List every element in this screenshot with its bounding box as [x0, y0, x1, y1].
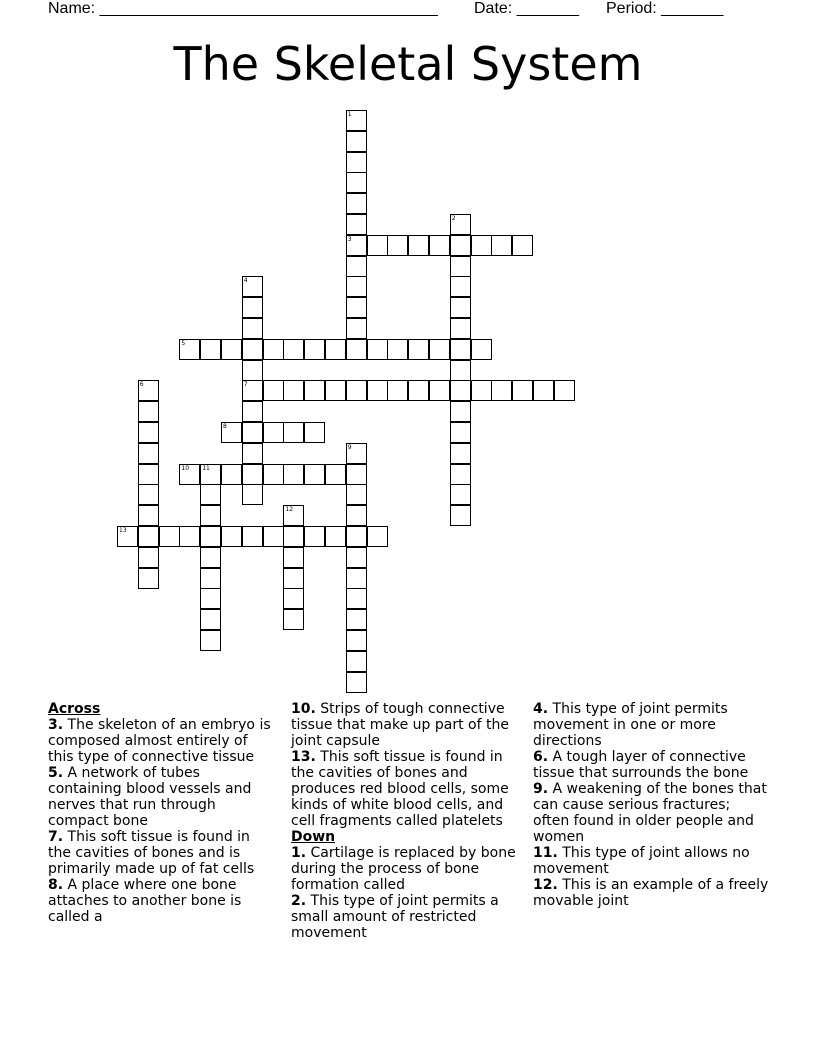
crossword-cell[interactable]: [491, 235, 512, 256]
cell-number: 9: [347, 443, 352, 451]
crossword-cell[interactable]: [221, 464, 242, 485]
clue-down-6: 6. A tough layer of connective tissue that surrounds the bone: [533, 749, 749, 781]
clue-column-2: [291, 701, 521, 941]
crossword-cell[interactable]: [304, 339, 325, 360]
clue-across-10: 10. Strips of tough connective tissue that make up part of the joint capsule: [291, 701, 509, 749]
crossword-cell[interactable]: [221, 526, 242, 547]
crossword-cell[interactable]: [346, 672, 367, 693]
crossword-cell[interactable]: [471, 339, 492, 360]
crossword-cell[interactable]: [138, 547, 159, 568]
crossword-cell[interactable]: [200, 505, 221, 526]
clue-down-11: 11. This type of joint allows no movement: [533, 845, 750, 877]
clue-column-3: [533, 701, 769, 909]
crossword-cell[interactable]: [450, 464, 471, 485]
crossword-cell[interactable]: [263, 339, 284, 360]
clue-down-4: 4. This type of joint permits movement in one or more directions: [533, 701, 728, 749]
down-heading: Down: [291, 829, 336, 845]
crossword-cell[interactable]: [138, 380, 159, 401]
crossword-cell[interactable]: [346, 609, 367, 630]
crossword-cell[interactable]: [408, 235, 429, 256]
crossword-cell[interactable]: [346, 526, 367, 547]
crossword-cell[interactable]: [283, 588, 304, 609]
crossword-cell[interactable]: [346, 235, 367, 256]
crossword-cell[interactable]: [138, 401, 159, 422]
crossword-cell[interactable]: [367, 339, 388, 360]
clue-across-3: 3. The skeleton of an embryo is composed almost entirely of this type of connective tissue: [48, 717, 271, 765]
crossword-cell[interactable]: [346, 276, 367, 297]
crossword-cell[interactable]: [200, 630, 221, 651]
crossword-cell[interactable]: [450, 235, 471, 256]
cell-number: 3: [347, 235, 352, 243]
crossword-cell[interactable]: [450, 443, 471, 464]
crossword-cell[interactable]: [346, 256, 367, 277]
crossword-cell[interactable]: [450, 380, 471, 401]
crossword-cell[interactable]: [554, 380, 575, 401]
crossword-cell[interactable]: [283, 609, 304, 630]
crossword-cell[interactable]: [200, 526, 221, 547]
crossword-cell[interactable]: [450, 297, 471, 318]
crossword-cell[interactable]: [450, 484, 471, 505]
crossword-cell[interactable]: [242, 380, 263, 401]
crossword-cell[interactable]: [325, 464, 346, 485]
crossword-cell[interactable]: [387, 339, 408, 360]
crossword-cell[interactable]: [450, 276, 471, 297]
clue-down-12: 12. This is an example of a freely movable joint: [533, 877, 769, 909]
crossword-cell[interactable]: [138, 526, 159, 547]
cell-number: 4: [243, 277, 248, 285]
crossword-cell[interactable]: [325, 526, 346, 547]
crossword-cell[interactable]: [263, 380, 284, 401]
crossword-cell[interactable]: [346, 193, 367, 214]
crossword-cell[interactable]: [283, 526, 304, 547]
period-field[interactable]: Period: _______: [606, 0, 724, 17]
crossword-cell[interactable]: [346, 568, 367, 589]
crossword-cell[interactable]: [242, 360, 263, 381]
crossword-cell[interactable]: [200, 464, 221, 485]
crossword-cell[interactable]: [346, 630, 367, 651]
crossword-cell[interactable]: [304, 422, 325, 443]
crossword-cell[interactable]: [346, 152, 367, 173]
crossword-cell[interactable]: [387, 235, 408, 256]
crossword-cell[interactable]: [138, 443, 159, 464]
crossword-cell[interactable]: [346, 380, 367, 401]
clue-column-1: [48, 701, 274, 925]
clue-across-8: 8. A place where one bone attaches to another bone is called a: [48, 877, 242, 925]
crossword-cell[interactable]: [346, 443, 367, 464]
date-field[interactable]: Date: _______: [474, 0, 579, 17]
crossword-cell[interactable]: [471, 235, 492, 256]
crossword-cell[interactable]: [242, 443, 263, 464]
crossword-cell[interactable]: [346, 339, 367, 360]
crossword-cell[interactable]: [242, 401, 263, 422]
crossword-cell[interactable]: [200, 609, 221, 630]
crossword-cell[interactable]: [179, 339, 200, 360]
crossword-cell[interactable]: [450, 214, 471, 235]
crossword-cell[interactable]: [346, 318, 367, 339]
crossword-cell[interactable]: [387, 380, 408, 401]
cell-number: 5: [181, 339, 186, 347]
crossword-cell[interactable]: [408, 380, 429, 401]
crossword-cell[interactable]: [491, 380, 512, 401]
crossword-cell[interactable]: [346, 464, 367, 485]
crossword-cell[interactable]: [346, 547, 367, 568]
crossword-cell[interactable]: [346, 484, 367, 505]
crossword-cell[interactable]: [471, 380, 492, 401]
cell-number: 10: [181, 464, 190, 472]
crossword-cell[interactable]: [346, 297, 367, 318]
crossword-cell[interactable]: [263, 422, 284, 443]
crossword-cell[interactable]: [242, 318, 263, 339]
crossword-cell[interactable]: [200, 547, 221, 568]
crossword-cell[interactable]: [450, 360, 471, 381]
crossword-cell[interactable]: [533, 380, 554, 401]
crossword-cell[interactable]: [242, 422, 263, 443]
crossword-cell[interactable]: [304, 526, 325, 547]
crossword-cell[interactable]: [221, 422, 242, 443]
crossword-cell[interactable]: [242, 464, 263, 485]
crossword-cell[interactable]: [304, 464, 325, 485]
crossword-cell[interactable]: [138, 484, 159, 505]
cell-number: 7: [243, 381, 248, 389]
crossword-cell[interactable]: [346, 505, 367, 526]
crossword-cell[interactable]: [200, 588, 221, 609]
crossword-cell[interactable]: [450, 256, 471, 277]
across-heading: Across: [48, 701, 101, 717]
crossword-cell[interactable]: [263, 464, 284, 485]
crossword-cell[interactable]: [346, 110, 367, 131]
crossword-cell[interactable]: [179, 526, 200, 547]
crossword-cell[interactable]: [283, 464, 304, 485]
crossword-cell[interactable]: [242, 297, 263, 318]
crossword-cell[interactable]: [242, 276, 263, 297]
clue-across-13: 13. This soft tissue is found in the cavities of bones and produces red blood cells, some kinds of white blood cells, and cell fragments called platelets: [291, 749, 509, 829]
crossword-cell[interactable]: [346, 131, 367, 152]
crossword-cell[interactable]: [346, 214, 367, 235]
crossword-cell[interactable]: [346, 172, 367, 193]
crossword-cell[interactable]: [450, 505, 471, 526]
crossword-cell[interactable]: [221, 339, 242, 360]
crossword-cell[interactable]: [242, 339, 263, 360]
crossword-cell[interactable]: [429, 235, 450, 256]
clue-down-9: 9. A weakening of the bones that can cause serious fractures; often found in older people and women: [533, 781, 767, 845]
crossword-cell[interactable]: [138, 464, 159, 485]
crossword-cell[interactable]: [200, 484, 221, 505]
crossword-cell[interactable]: [512, 380, 533, 401]
crossword-cell[interactable]: [138, 422, 159, 443]
crossword-cell[interactable]: [283, 568, 304, 589]
crossword-cell[interactable]: [346, 651, 367, 672]
crossword-cell[interactable]: [283, 505, 304, 526]
crossword-cell[interactable]: [283, 422, 304, 443]
crossword-cell[interactable]: [159, 526, 180, 547]
crossword-cell[interactable]: [179, 464, 200, 485]
crossword-cell[interactable]: [450, 318, 471, 339]
cell-number: 12: [285, 506, 294, 514]
crossword-cell[interactable]: [304, 380, 325, 401]
crossword-cell[interactable]: [117, 526, 138, 547]
crossword-cell[interactable]: [138, 568, 159, 589]
cell-number: 8: [223, 423, 227, 430]
crossword-cell[interactable]: [450, 422, 471, 443]
cell-number: 1: [347, 111, 352, 118]
cell-number: 13: [119, 527, 127, 534]
crossword-cell[interactable]: [346, 588, 367, 609]
cell-number: 2: [451, 215, 456, 222]
crossword-cell[interactable]: [408, 339, 429, 360]
crossword-cell[interactable]: [283, 339, 304, 360]
crossword-cell[interactable]: [429, 380, 450, 401]
page-title: The Skeletal System: [173, 37, 643, 91]
crossword-cell[interactable]: [200, 568, 221, 589]
crossword-cell[interactable]: [325, 380, 346, 401]
crossword-cell[interactable]: [450, 339, 471, 360]
crossword-cell[interactable]: [242, 526, 263, 547]
crossword-cell[interactable]: [283, 547, 304, 568]
crossword-cell[interactable]: [512, 235, 533, 256]
crossword-cell[interactable]: [283, 380, 304, 401]
crossword-cell[interactable]: [367, 235, 388, 256]
crossword-cell[interactable]: [367, 526, 388, 547]
crossword-cell[interactable]: [429, 339, 450, 360]
crossword-cell[interactable]: [367, 380, 388, 401]
crossword-cell[interactable]: [325, 339, 346, 360]
crossword-cell[interactable]: [138, 505, 159, 526]
name-field[interactable]: Name: ______________________________________: [48, 0, 438, 17]
crossword-cell[interactable]: [450, 401, 471, 422]
clue-across-7: 7. This soft tissue is found in the cavities of bones and is primarily made up of fat cells: [48, 829, 255, 877]
crossword-cell[interactable]: [263, 526, 284, 547]
cell-number: 6: [139, 381, 144, 389]
clue-down-2: 2. This type of joint permits a small amount of restricted movement: [291, 893, 499, 941]
crossword-cell[interactable]: [242, 484, 263, 505]
clue-across-5: 5. A network of tubes containing blood vessels and nerves that run through compact bone: [48, 765, 252, 829]
crossword-cell[interactable]: [200, 339, 221, 360]
clue-down-1: 1. Cartilage is replaced by bone during the process of bone formation called: [291, 845, 516, 893]
cell-number: 11: [202, 464, 210, 472]
